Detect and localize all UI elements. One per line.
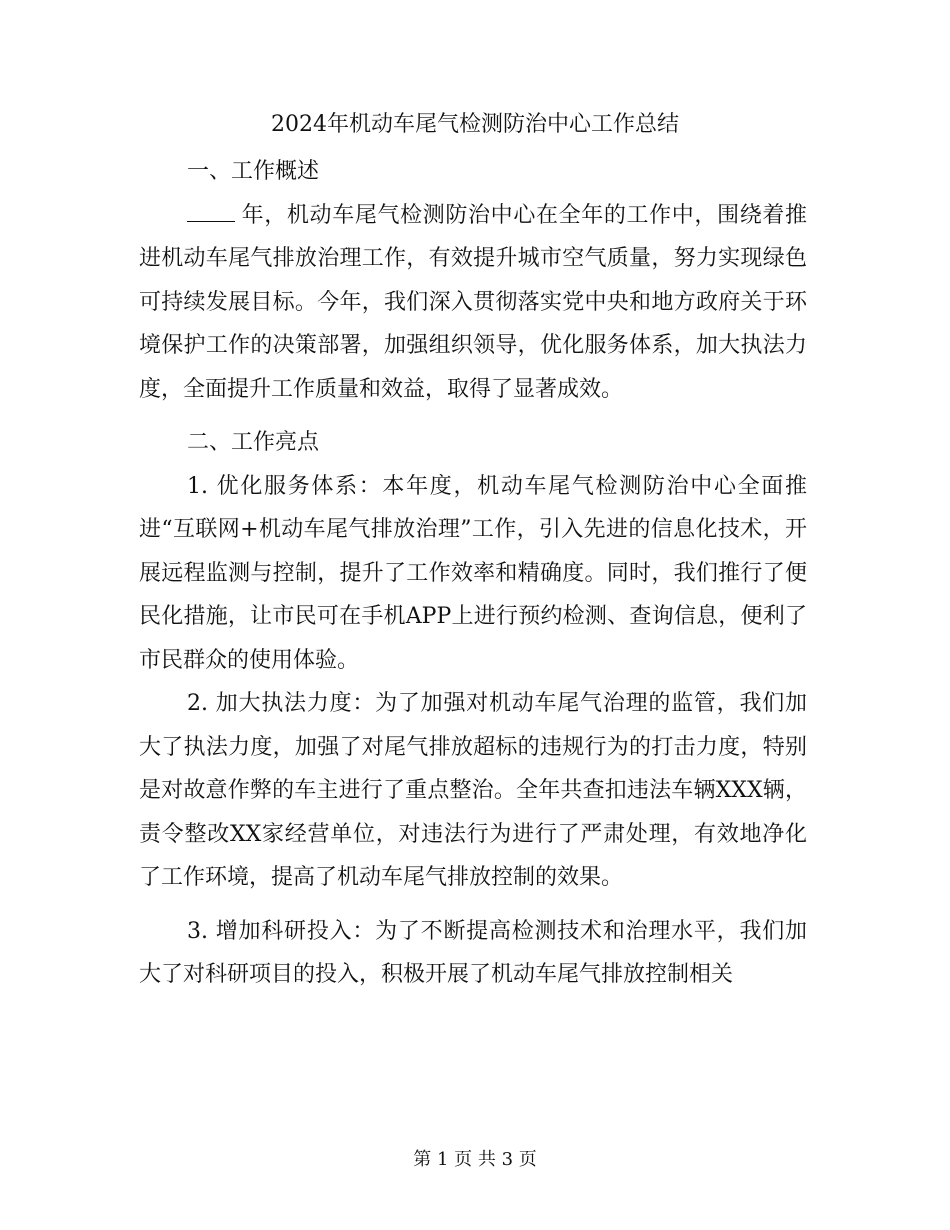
highlight-item-1: 1. 优化服务体系：本年度，机动车尾气检测防治中心全面推进“互联网+机动车尾气排放治理”工作，引入先进的信息化技术，开展远程监测与控制，提升了工作效率和精确度。同时，我们推行了便民化措施，让市民可在手机APP上进行预约检测、查询信息，便利了市民群众的使用体验。 [139,473,807,673]
section-heading-overview: 一、工作概述 [187,159,320,184]
highlight-item-2: 2. 加大执法力度：为了加强对机动车尾气治理的监管，我们加大了执法力度，加强了对尾气排放超标的违规行为的打击力度，特别是对故意作弊的车主进行了重点整治。全年共查扣违法车辆XXX辆，责令整改XX家经营单位，对违法行为进行了严肃处理，有效地净化了工作环境，提高了机动车尾气排放控制的效果。 [139,691,807,890]
overview-paragraph [139,194,807,412]
highlight-item-3: 3. 增加科研投入：为了不断提高检测技术和治理水平，我们加大了对科研项目的投入，积极开展了机动车尾气排放控制相关 [139,918,807,987]
blank-year-field [187,220,235,222]
document-body [139,150,807,997]
overview-paragraph-text: 年，机动车尾气检测防治中心在全年的工作中，围绕着推进机动车尾气排放治理工作，有效提升城市空气质量，努力实现绿色可持续发展目标。今年，我们深入贯彻落实党中央和地方政府关于环境保护工作的决策部署，加强组织领导，优化服务体系，加大执法力度，全面提升工作质量和效益，取得了显著成效。 [139,202,807,402]
section-heading-highlights: 二、工作亮点 [187,430,320,455]
page-footer: 第 1 页 共 3 页 [413,1149,537,1170]
document-title: 2024年机动车尾气检测防治中心工作总结 [271,112,679,137]
